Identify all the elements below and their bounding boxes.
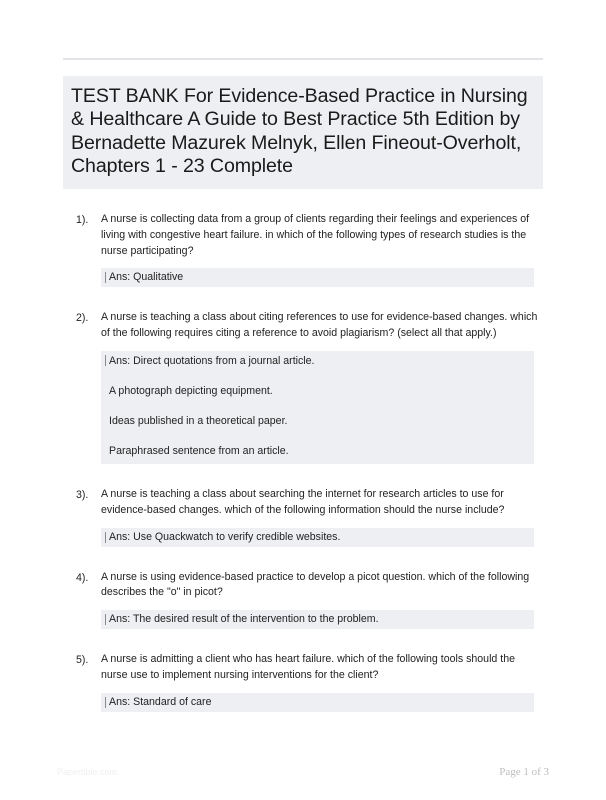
page-indicator: Page 1 of 3 <box>499 766 549 778</box>
answer-text: A photograph depicting equipment. <box>109 384 273 397</box>
answer-text: Ideas published in a theoretical paper. <box>109 414 288 427</box>
title-banner <box>63 76 543 189</box>
answer-box <box>101 268 534 287</box>
answer-text: Paraphrased sentence from an article. <box>109 444 289 457</box>
question-text: A nurse is admitting a client who has heart failure. which of the following tools should the nurse use to implement nursing interventions for the client? <box>101 653 515 681</box>
question-item <box>0 212 606 287</box>
question-text: A nurse is collecting data from a group of clients regarding their feelings and experiences of living with congestive heart failure. in which of the following types of research studies is the nurse participating? <box>101 213 530 257</box>
footer-watermark: Papertible.com <box>57 767 118 777</box>
answer-text: Ans: Qualitative <box>109 271 184 284</box>
question-number: 5). <box>76 654 89 667</box>
question-item <box>0 487 606 547</box>
answer-text: Ans: Use Quackwatch to verify credible websites. <box>109 530 341 543</box>
question-text: A nurse is teaching a class about citing references to use for evidence-based changes. which of the following requires citing a reference to avoid plagiarism? (select all that apply.) <box>101 311 538 340</box>
document-title: TEST BANK For Evidence-Based Practice in Nursing & Healthcare A Guide to Best Practice 5th Edition by Bernadette Mazurek Melnyk, Ellen Fineout-Overholt, Chapters 1 - 23 Complete <box>71 85 528 177</box>
answer-box <box>101 610 534 629</box>
question-number: 4). <box>76 571 89 584</box>
answer-box <box>101 528 534 547</box>
question-item <box>0 570 606 630</box>
question-list <box>0 212 606 735</box>
answer-box <box>101 693 534 712</box>
question-number: 3). <box>76 488 89 501</box>
question-number: 1). <box>76 214 89 226</box>
question-number: 2). <box>76 312 89 325</box>
question-item <box>0 652 606 712</box>
question-text: A nurse is using evidence-based practice to develop a picot question. which of the following describes the "o" in picot? <box>101 570 530 599</box>
question-item <box>0 310 606 464</box>
top-divider <box>63 58 543 60</box>
answer-box <box>101 351 534 464</box>
question-text: A nurse is teaching a class about searching the internet for research articles to use for evidence-based changes. which of the following information should the nurse include? <box>101 487 505 516</box>
answer-text: Ans: Direct quotations from a journal article. <box>109 354 315 367</box>
answer-text: Ans: The desired result of the intervention to the problem. <box>109 613 379 626</box>
answer-text: Ans: Standard of care <box>109 695 212 708</box>
